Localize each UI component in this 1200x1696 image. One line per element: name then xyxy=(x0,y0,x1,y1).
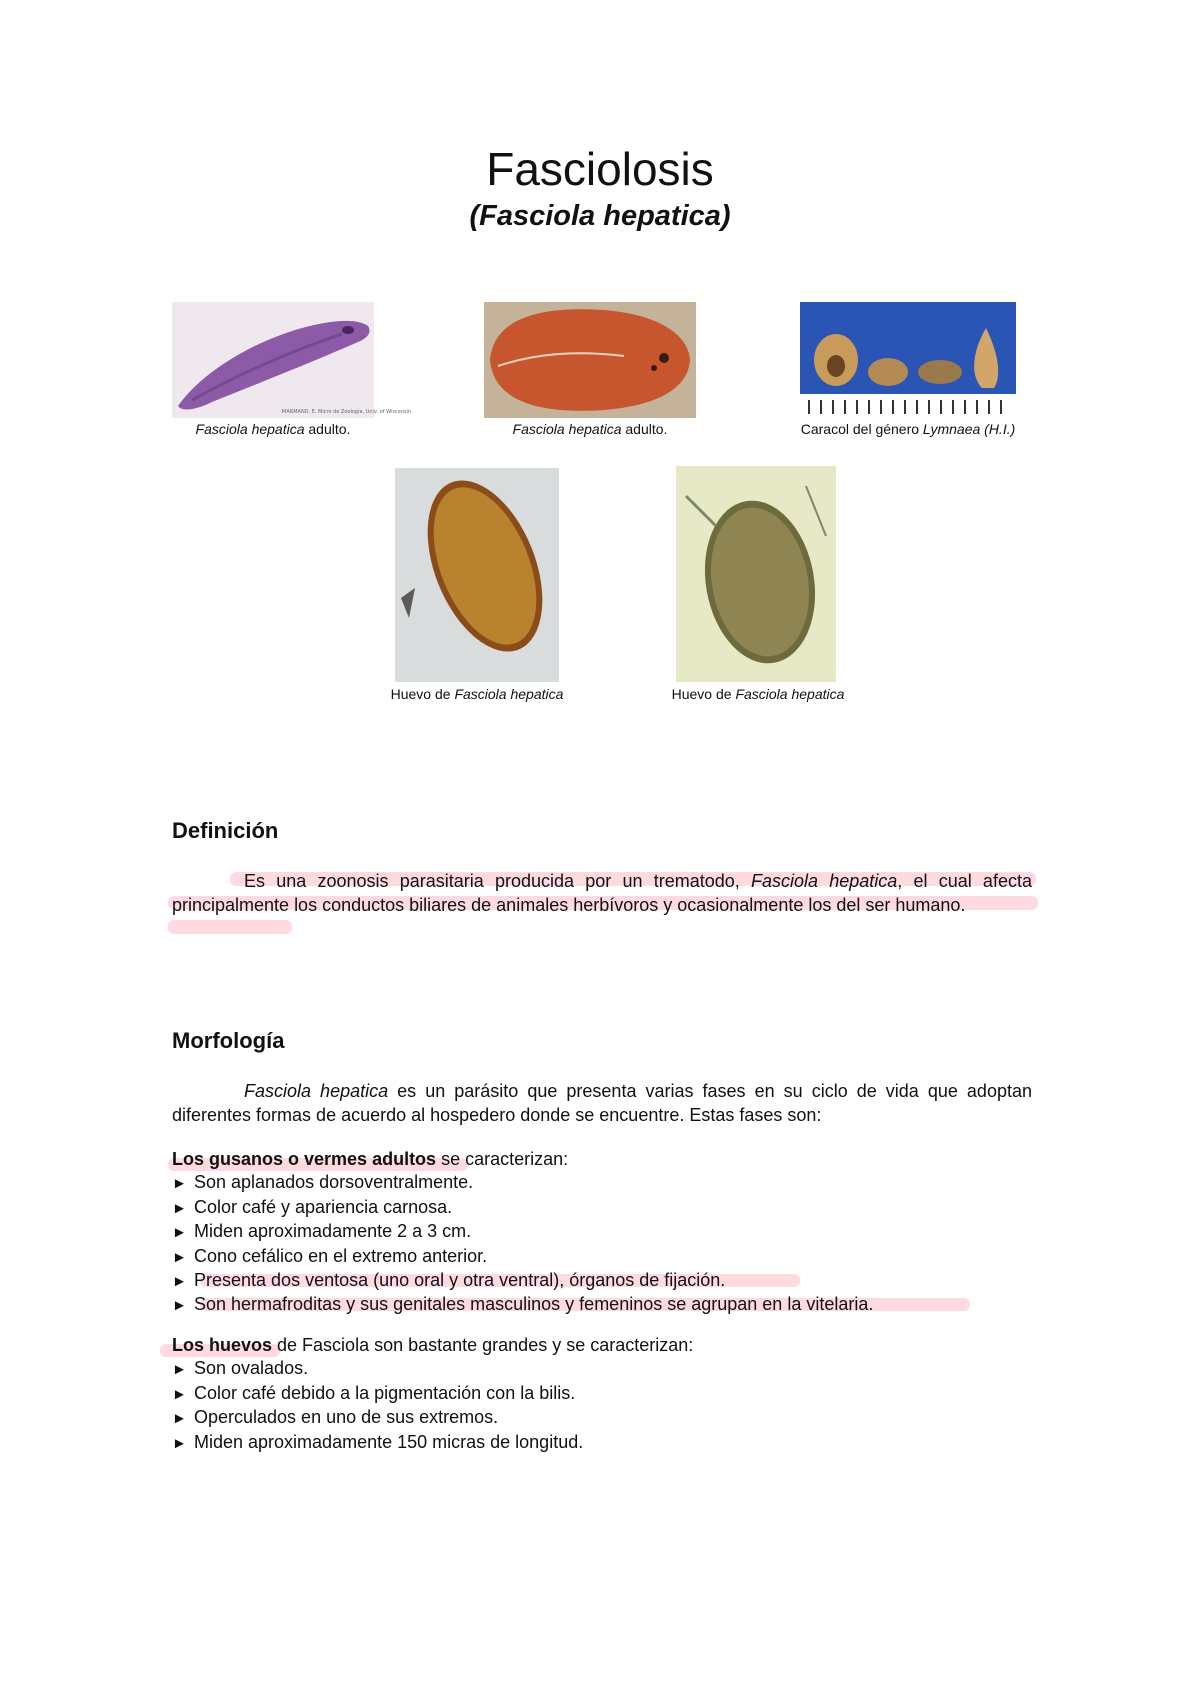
caption-fig1-italic: Fasciola hepatica xyxy=(195,421,305,437)
figure-adult-fluke-purple xyxy=(172,302,412,418)
list-item-text: Son hermafroditas y sus genitales masculinos y femeninos se agrupan en la vitelaria. xyxy=(194,1294,874,1315)
list-item xyxy=(172,1357,1072,1381)
definicion-paragraph xyxy=(172,870,1032,917)
page-subtitle: (Fasciola hepatica) xyxy=(469,200,731,232)
bullet-triangle-icon: ► xyxy=(172,1410,187,1428)
bullet-triangle-icon: ► xyxy=(172,1199,187,1217)
huevos-list xyxy=(172,1334,1072,1455)
adultos-lead-bold: Los gusanos o vermes adultos xyxy=(172,1149,437,1169)
bullet-triangle-icon: ► xyxy=(172,1361,187,1379)
caption-fig1 xyxy=(172,421,374,437)
morfologia-intro-rest: es un parásito que presenta varias fases en su ciclo de vida que adoptan diferentes formas de acuerdo al hospedero donde se encuentre. Estas fases son: xyxy=(172,1081,1032,1125)
definicion-text-italic: Fasciola hepatica xyxy=(750,871,898,891)
figure-egg-1 xyxy=(395,468,559,682)
list-item-text: Color café y apariencia carnosa. xyxy=(194,1196,453,1217)
definicion-text-1: Es una zoonosis parasitaria producida por un trematodo, xyxy=(244,871,751,891)
list-item xyxy=(172,1293,1072,1317)
list-item-text: Color café debido a la pigmentación con la bilis. xyxy=(194,1382,576,1403)
list-item-text: Operculados en uno de sus extremos. xyxy=(194,1407,499,1428)
list-item-text: Miden aproximadamente 150 micras de longitud. xyxy=(194,1431,584,1452)
highlight-mark xyxy=(168,920,292,934)
list-item xyxy=(172,1406,1072,1430)
caption-fig3 xyxy=(780,421,1036,437)
caption-fig4 xyxy=(360,686,594,702)
egg-1-image xyxy=(395,468,559,682)
bullet-triangle-icon: ► xyxy=(172,1434,187,1452)
page-title: Fasciolosis xyxy=(486,143,714,195)
list-item xyxy=(172,1269,1072,1293)
bullet-triangle-icon: ► xyxy=(172,1224,187,1242)
caption-fig3-italic: Lymnaea (H.I.) xyxy=(922,421,1016,437)
list-item-text: Presenta dos ventosa (uno oral y otra ventral), órganos de fijación. xyxy=(194,1270,726,1291)
figure-egg-2 xyxy=(676,466,836,682)
morfologia-intro-italic: Fasciola hepatica xyxy=(244,1081,389,1101)
list-item-text: Son ovalados. xyxy=(194,1358,309,1379)
adultos-lead xyxy=(172,1148,1072,1171)
caption-fig5-italic: Fasciola hepatica xyxy=(735,686,845,702)
list-item xyxy=(172,1382,1072,1406)
list-item xyxy=(172,1245,1072,1269)
bullet-triangle-icon: ► xyxy=(172,1297,187,1315)
list-item xyxy=(172,1171,1072,1195)
definicion-text-2: , el cual afecta principalmente los conductos biliares de animales herbívoros y ocasionalmente los del ser humano. xyxy=(172,871,1032,915)
morfologia-intro xyxy=(172,1080,1032,1127)
list-item xyxy=(172,1196,1072,1220)
huevos-lead xyxy=(172,1334,1072,1357)
caption-fig5-pre: Huevo de xyxy=(671,686,736,702)
caption-fig2-rest: adulto. xyxy=(621,421,668,437)
caption-fig4-pre: Huevo de xyxy=(390,686,455,702)
heading-definicion: Definición xyxy=(172,818,279,843)
heading-morfologia: Morfología xyxy=(172,1028,285,1053)
snails-image xyxy=(800,302,1016,418)
bullet-triangle-icon: ► xyxy=(172,1273,187,1291)
adult-fluke-orange-image xyxy=(484,302,696,418)
caption-fig5 xyxy=(640,686,876,702)
caption-fig2-italic: Fasciola hepatica xyxy=(512,421,622,437)
list-item-text: Son aplanados dorsoventralmente. xyxy=(194,1172,474,1193)
huevos-lead-rest: de Fasciola son bastante grandes y se caracterizan: xyxy=(272,1335,694,1355)
caption-fig1-rest: adulto. xyxy=(304,421,351,437)
bullet-triangle-icon: ► xyxy=(172,1385,187,1403)
figure-snails xyxy=(800,302,1016,418)
caption-fig2 xyxy=(484,421,696,437)
caption-fig3-pre: Caracol del género xyxy=(800,421,923,437)
list-item xyxy=(172,1220,1072,1244)
egg-2-image xyxy=(676,466,836,682)
bullet-triangle-icon: ► xyxy=(172,1248,187,1266)
adultos-lead-rest: se caracterizan: xyxy=(436,1149,569,1169)
list-item-text: Cono cefálico en el extremo anterior. xyxy=(194,1245,488,1266)
list-item xyxy=(172,1431,1072,1455)
image-credit: MARMAND, E. Micro de Zoología, Univ. of Wisconsin xyxy=(282,409,412,415)
adult-fluke-purple-image xyxy=(172,302,412,418)
caption-fig4-italic: Fasciola hepatica xyxy=(454,686,564,702)
adultos-list xyxy=(172,1148,1072,1318)
bullet-triangle-icon: ► xyxy=(172,1175,187,1193)
huevos-lead-bold: Los huevos xyxy=(172,1335,273,1355)
list-item-text: Miden aproximadamente 2 a 3 cm. xyxy=(194,1221,472,1242)
figure-adult-fluke-orange xyxy=(484,302,696,418)
